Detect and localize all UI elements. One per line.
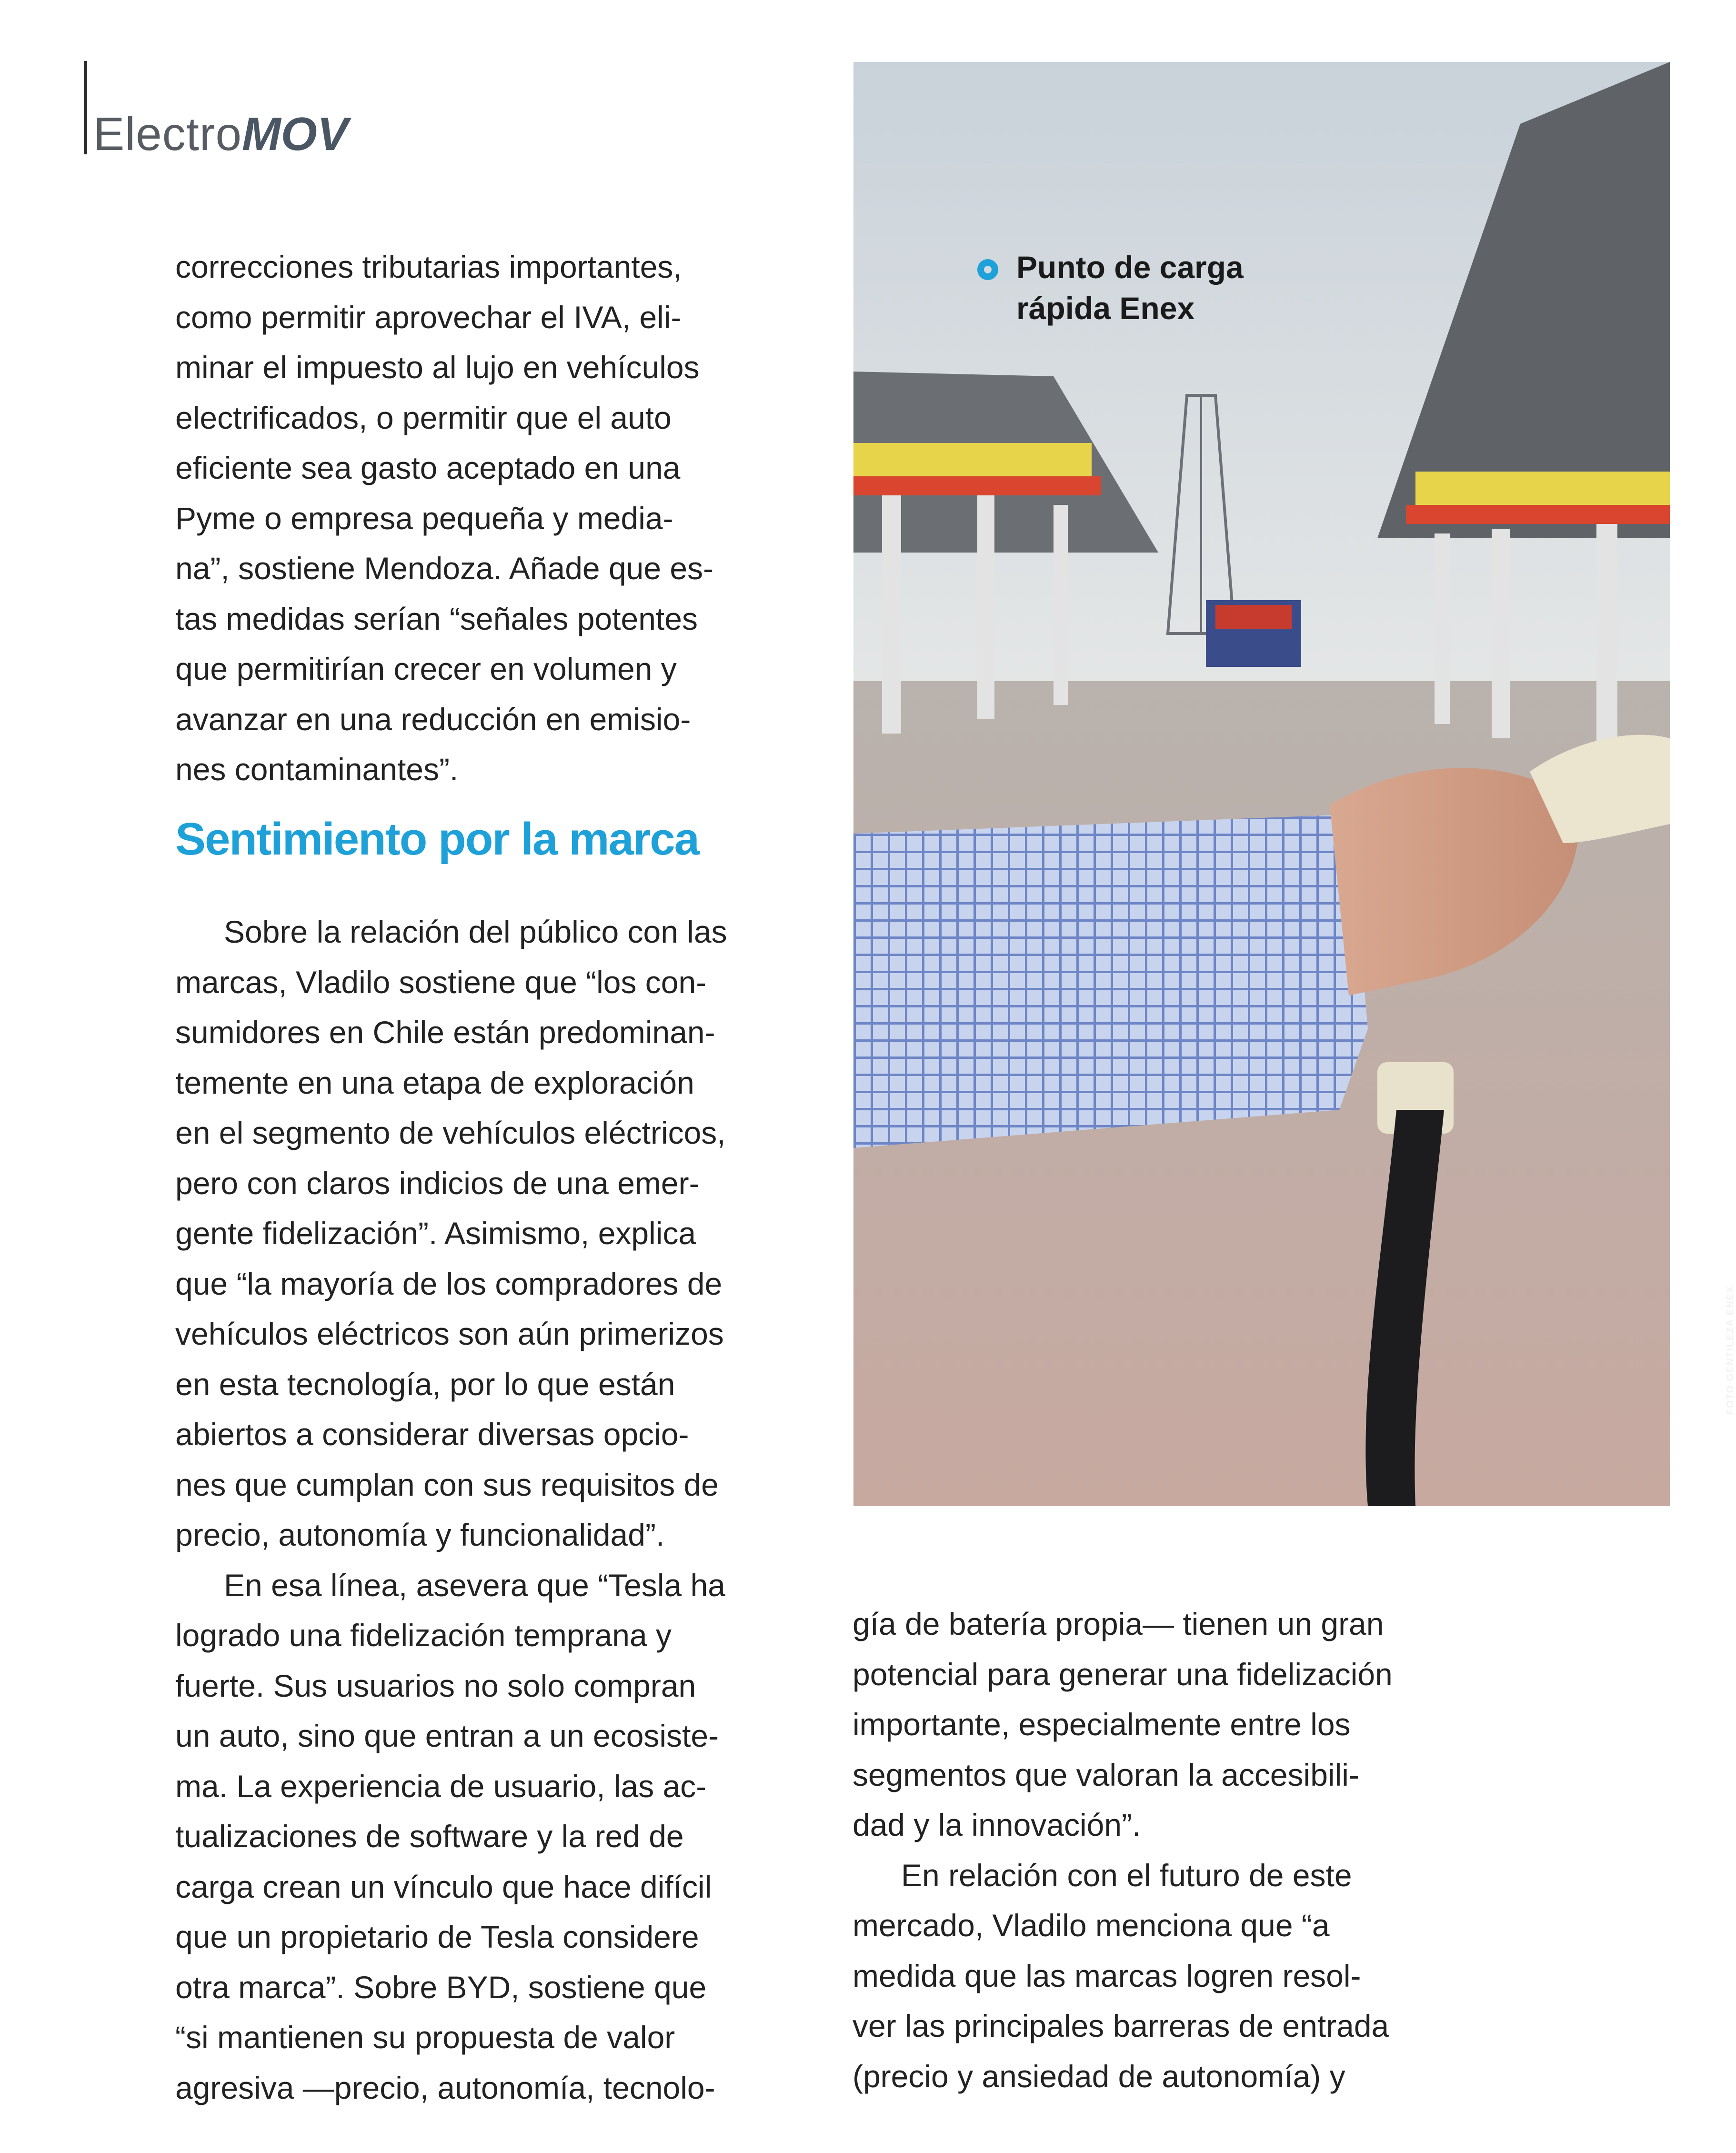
text-line: tualizaciones de software y la red de [175, 1819, 684, 1854]
section-heading: Sentimiento por la marca [175, 813, 699, 865]
text-line: nes que cumplan con sus requisitos de [175, 1467, 719, 1502]
text-line: nes contaminantes”. [175, 752, 459, 787]
text-line: marcas, Vladilo sostiene que “los con- [175, 964, 707, 1000]
text-line: (precio y ansiedad de autonomía) y [853, 2058, 1345, 2094]
text-line: tas medidas serían “señales potentes [175, 601, 698, 636]
paragraph-byd-continued [853, 1599, 1486, 1851]
text-line: ver las principales barreras de entrada [853, 2008, 1389, 2043]
text-line: otra marca”. Sobre BYD, sostiene que [175, 1969, 707, 2005]
text-line: carga crean un vínculo que hace difícil [175, 1869, 712, 1904]
text-line: mercado, Vladilo menciona que “a [853, 1908, 1330, 1943]
text-line: na”, sostiene Mendoza. Añade que es- [175, 551, 714, 586]
logo-text-bold: MOV [242, 108, 349, 160]
text-line: En relación con el futuro de este [901, 1857, 1352, 1893]
text-line: Sobre la relación del público con las [224, 914, 727, 950]
text-line: gente fidelización”. Asimismo, explica [175, 1216, 696, 1251]
text-line: “si mantienen su propuesta de valor [175, 2020, 675, 2055]
paragraph-brand-relationship [175, 907, 804, 1560]
photo-caption [977, 247, 1244, 329]
photo-illustration [853, 62, 1670, 1506]
charging-station-photo [853, 62, 1736, 1506]
text-line: electrificados, o permitir que el auto [175, 400, 672, 435]
text-line: sumidores en Chile están predominan- [175, 1015, 715, 1050]
magazine-logo [93, 108, 349, 160]
text-line: En esa línea, asevera que “Tesla ha [224, 1567, 726, 1603]
text-line: que “la mayoría de los compradores de [175, 1266, 722, 1301]
caption-line: Punto de carga [1016, 250, 1244, 285]
text-line: que un propietario de Tesla considere [175, 1919, 699, 1955]
right-text-column [853, 1599, 1486, 2102]
text-line: eficiente sea gasto aceptado en una [175, 450, 681, 485]
text-line: precio, autonomía y funcionalidad”. [175, 1517, 665, 1553]
text-line: pero con claros indicios de una emer- [175, 1165, 700, 1201]
header-rule [84, 61, 87, 154]
text-line: avanzar en una reducción en emisio- [175, 701, 691, 737]
caption-bullet-icon [977, 259, 998, 280]
text-line: medida que las marcas logren resol- [853, 1958, 1361, 1993]
text-line: ma. La experiencia de usuario, las ac- [175, 1768, 707, 1804]
caption-line: rápida Enex [1016, 291, 1195, 326]
text-line: abiertos a considerar diversas opcio- [175, 1417, 689, 1452]
text-line: vehículos eléctricos son aún primerizos [175, 1316, 724, 1352]
text-line: gía de batería propia— tienen un gran [853, 1606, 1384, 1641]
text-line: agresiva —precio, autonomía, tecnolo- [175, 2070, 715, 2105]
paragraph-tesla-byd [175, 1560, 804, 2113]
photo-credit: FOTO GENTILEZA ENEX [1725, 1285, 1736, 1415]
text-line: segmentos que valoran la accesibili- [853, 1757, 1359, 1792]
text-line: en el segmento de vehículos eléctricos, [175, 1115, 726, 1151]
paragraph-market-future [853, 1851, 1486, 2102]
logo-text-light: Electro [93, 108, 242, 160]
text-line: dad y la innovación”. [853, 1807, 1141, 1842]
text-line: que permitirían crecer en volumen y [175, 651, 677, 686]
text-line: correcciones tributarias importantes, [175, 249, 682, 284]
text-line: temente en una etapa de exploración [175, 1065, 694, 1100]
text-line: fuerte. Sus usuarios no solo compran [175, 1668, 696, 1703]
text-line: potencial para generar una fidelización [853, 1656, 1393, 1692]
text-line: minar el impuesto al lujo en vehículos [175, 350, 700, 385]
text-line: en esta tecnología, por lo que están [175, 1366, 675, 1402]
text-line: como permitir aprovechar el IVA, eli- [175, 299, 682, 335]
text-line: Pyme o empresa pequeña y media- [175, 500, 673, 536]
intro-paragraph [175, 242, 804, 795]
text-line: importante, especialmente entre los [853, 1707, 1351, 1742]
text-line: logrado una fidelización temprana y [175, 1618, 672, 1653]
text-line: un auto, sino que entran a un ecosiste- [175, 1718, 719, 1754]
left-text-column [175, 242, 804, 2113]
